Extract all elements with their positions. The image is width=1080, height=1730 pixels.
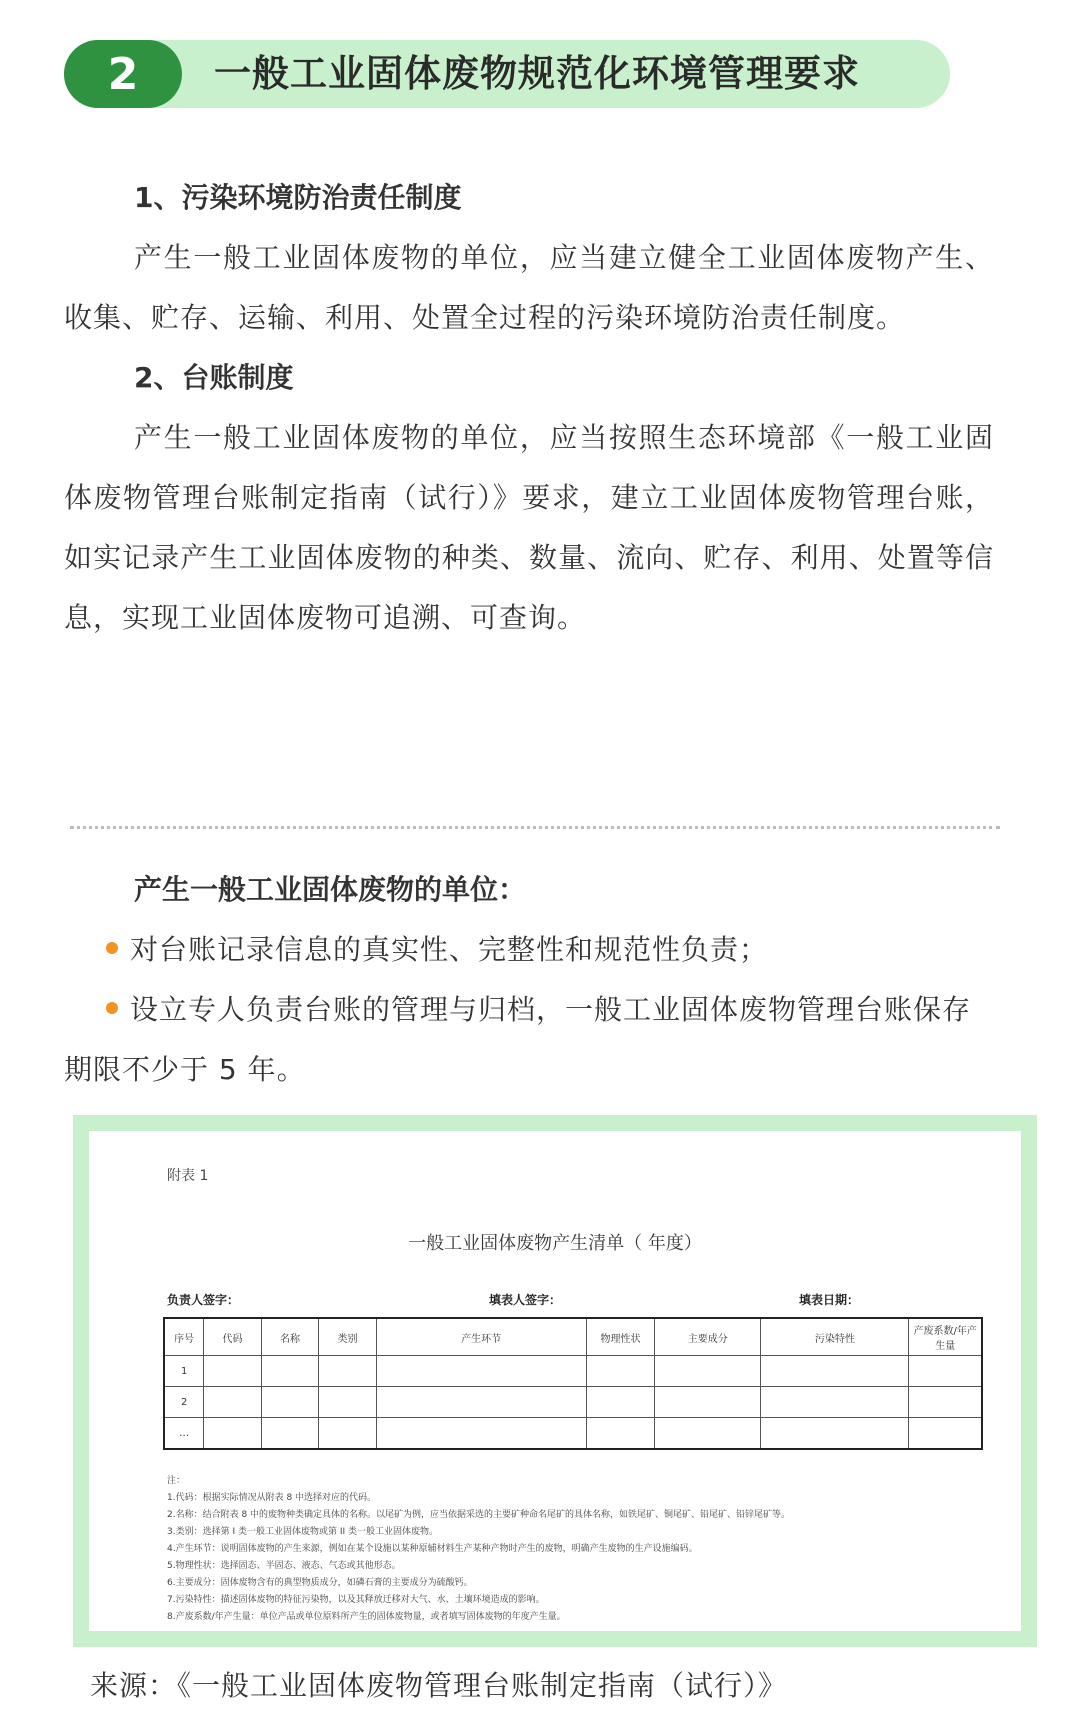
subheading-ledger: 2、台账制度	[134, 361, 294, 394]
figure-notes	[167, 1473, 790, 1626]
bullet-dot-icon	[106, 1002, 118, 1014]
bullet-item	[64, 980, 994, 1100]
signature-filler: 填表人签字：	[489, 1293, 562, 1307]
section-title: 一般工业固体废物规范化环境管理要求	[214, 52, 860, 95]
row-index: …	[164, 1418, 204, 1450]
column-header: 产废系数/年产生量	[909, 1318, 982, 1356]
note-line: 注：	[167, 1476, 186, 1486]
bullet-text: 设立专人负责台账的管理与归档，一般工业固体废物管理台账保存期限不少于 5 年。	[64, 993, 972, 1086]
row-index: 2	[164, 1387, 204, 1418]
table-header-row	[164, 1318, 982, 1356]
column-header: 污染特性	[761, 1318, 909, 1356]
column-header: 名称	[261, 1318, 318, 1356]
paragraph-ledger: 产生一般工业固体废物的单位，应当按照生态环境部《一般工业固体废物管理台账制定指南（试行）》要求，建立工业固体废物管理台账，如实记录产生工业固体废物的种类、数量、流向、贮存、利用、处置等信息，实现工业固体废物可追溯、可查询。	[64, 421, 994, 634]
signature-date: 填表日期：	[799, 1293, 860, 1307]
note-line: 8.产废系数/年产生量：单位产品或单位原料所产生的固体废物量，或者填写固体废物的年度产生量。	[167, 1612, 566, 1622]
column-header: 代码	[204, 1318, 261, 1356]
column-header: 类别	[319, 1318, 376, 1356]
figure-title: 一般工业固体废物产生清单（ 年度）	[408, 1233, 702, 1254]
paragraph-responsibility: 产生一般工业固体废物的单位，应当建立健全工业固体废物产生、收集、贮存、运输、利用、处置全过程的污染环境防治责任制度。	[64, 241, 994, 334]
figure-document	[89, 1131, 1021, 1631]
note-line: 1.代码：根据实际情况从附表 8 中选择对应的代码。	[167, 1493, 377, 1503]
note-line: 6.主要成分：固体废物含有的典型物质成分，如磷石膏的主要成分为硫酸钙。	[167, 1578, 473, 1588]
column-header: 物理性状	[586, 1318, 655, 1356]
unit-requirements-heading: 产生一般工业固体废物的单位：	[134, 873, 527, 906]
subheading-responsibility: 1、污染环境防治责任制度	[134, 181, 462, 214]
figure-frame	[73, 1115, 1037, 1647]
inventory-table	[163, 1317, 983, 1450]
signature-responsible: 负责人签字：	[167, 1293, 240, 1307]
table-row	[164, 1356, 982, 1387]
unit-requirements	[64, 860, 994, 1100]
row-index: 1	[164, 1356, 204, 1387]
column-header: 序号	[164, 1318, 204, 1356]
bullet-dot-icon	[106, 942, 118, 954]
note-line: 3.类别：选择第 I 类一般工业固体废物或第 II 类一般工业固体废物。	[167, 1527, 438, 1537]
table-row	[164, 1387, 982, 1418]
column-header: 产生环节	[376, 1318, 586, 1356]
dotted-divider	[70, 826, 1000, 829]
section-number-badge: 2	[64, 40, 182, 108]
figure-appendix-label: 附表 1	[167, 1168, 209, 1184]
bullet-text: 对台账记录信息的真实性、完整性和规范性负责；	[130, 933, 769, 966]
bullet-item	[64, 920, 994, 980]
column-header: 主要成分	[655, 1318, 761, 1356]
source-caption: 来源：《一般工业固体废物管理台账制定指南（试行）》	[90, 1669, 788, 1702]
note-line: 7.污染特性：描述固体废物的特征污染物，以及其释放迁移对大气、水、土壤环境造成的影响。	[167, 1595, 545, 1605]
section-header	[64, 40, 950, 108]
note-line: 4.产生环节：说明固体废物的产生来源，例如在某个设施以某种原辅材料生产某种产物时产生的废物，明确产生废物的生产设施编码。	[167, 1544, 698, 1554]
note-line: 2.名称：结合附表 8 中的废物种类确定具体的名称。以尾矿为例，应当依据采选的主要矿种命名尾矿的具体名称，如铁尾矿、铜尾矿、铅尾矿、铅锌尾矿等。	[167, 1510, 791, 1520]
table-row	[164, 1418, 982, 1450]
note-line: 5.物理性状：选择固态、半固态、液态、气态或其他形态。	[167, 1561, 401, 1571]
article-body	[64, 168, 994, 648]
